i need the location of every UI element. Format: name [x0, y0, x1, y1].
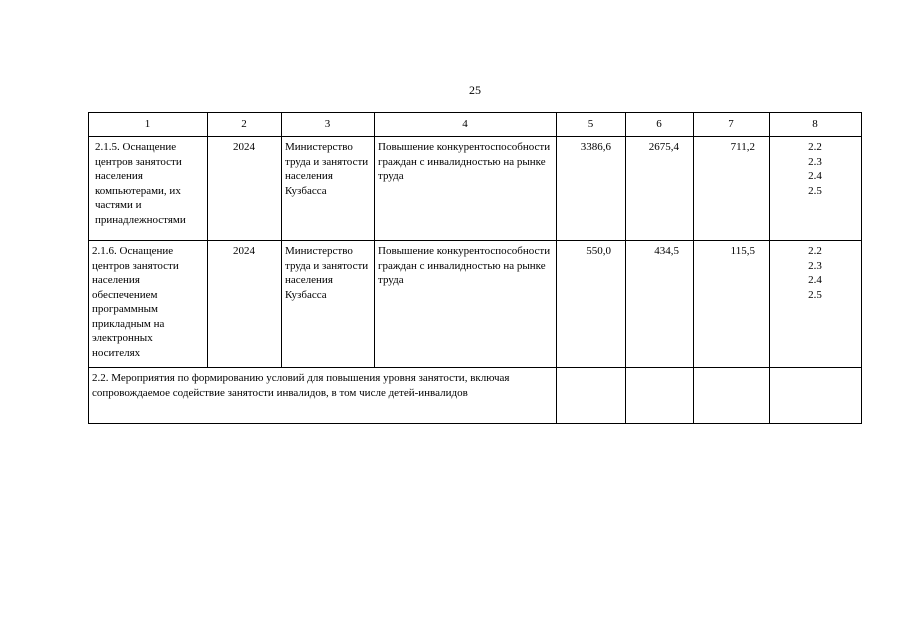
regional-cell: 711,2 [694, 137, 770, 241]
header-cell: 7 [694, 113, 770, 137]
table-row [89, 137, 862, 241]
header-cell: 5 [557, 113, 626, 137]
executor-cell: Министерство труда и занятости населения Кузбасса [282, 137, 375, 241]
indicator-value: 2.3 [808, 155, 822, 168]
header-cell: 4 [375, 113, 557, 137]
empty-cell [694, 368, 770, 424]
page-number: 25 [469, 83, 481, 97]
section-title-cell: 2.2. Мероприятия по формированию условий для повышения уровня занятости, включая сопровождаемое содействие занятости инвалидов, в том числе детей-инвалидов [89, 368, 557, 424]
table-header-row [89, 113, 862, 137]
indicator-value: 2.4 [808, 274, 822, 286]
indicator-value: 2.5 [808, 288, 822, 301]
indicator-value: 2.2 [808, 245, 822, 257]
indicator-value: 2.4 [808, 170, 822, 182]
empty-cell [557, 368, 626, 424]
activities-table [88, 112, 862, 424]
executor-cell: Министерство труда и занятости населения Кузбасса [282, 241, 375, 368]
header-cell: 8 [770, 113, 862, 137]
header-cell: 1 [89, 113, 208, 137]
activity-name-cell: 2.1.5. Оснащение центров занятости населения компьютерами, их частями и принадлежностями [89, 137, 208, 241]
header-cell: 3 [282, 113, 375, 137]
indicator-value: 2.3 [808, 259, 822, 272]
header-cell: 6 [626, 113, 694, 137]
result-cell: Повышение конкурентоспособности граждан с инвалидностью на рынке труда [375, 137, 557, 241]
indicators-cell [770, 241, 862, 368]
indicator-value: 2.2 [808, 141, 822, 153]
regional-cell: 115,5 [694, 241, 770, 368]
total-cell: 3386,6 [557, 137, 626, 241]
indicator-value: 2.5 [808, 184, 822, 197]
result-cell: Повышение конкурентоспособности граждан с инвалидностью на рынке труда [375, 241, 557, 368]
year-cell: 2024 [208, 241, 282, 368]
table-row [89, 241, 862, 368]
header-cell: 2 [208, 113, 282, 137]
activity-name-cell: 2.1.6. Оснащение центров занятости населения обеспечением программным прикладным на электронных носителях [89, 241, 208, 368]
federal-cell: 434,5 [626, 241, 694, 368]
federal-cell: 2675,4 [626, 137, 694, 241]
year-cell: 2024 [208, 137, 282, 241]
section-row [89, 368, 862, 424]
empty-cell [770, 368, 862, 424]
total-cell: 550,0 [557, 241, 626, 368]
indicators-cell [770, 137, 862, 241]
empty-cell [626, 368, 694, 424]
